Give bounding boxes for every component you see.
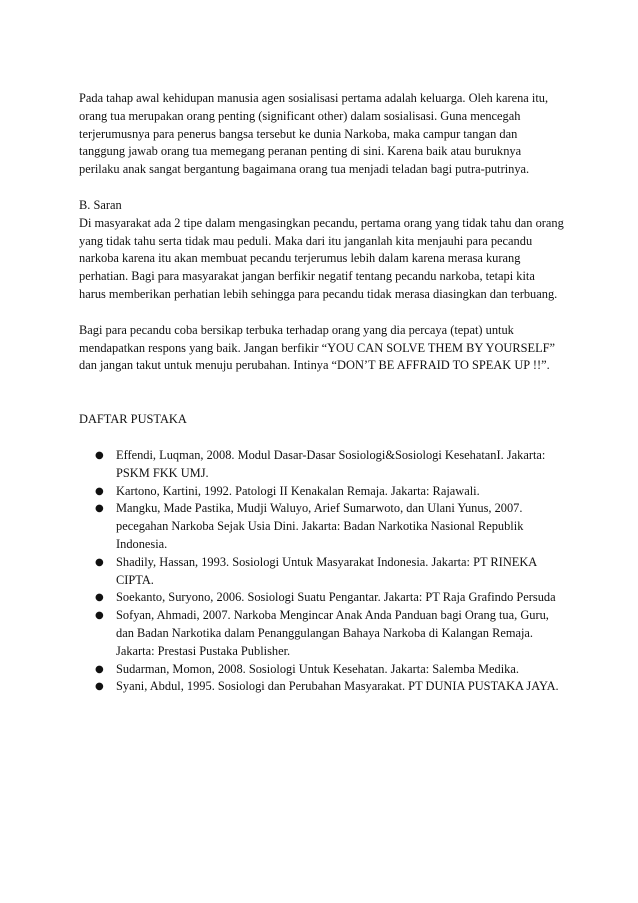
- reference-text: Shadily, Hassan, 1993. Sosiologi Untuk Masyarakat Indonesia. Jakarta: PT RINEKA CIPTA.: [116, 554, 537, 587]
- bullet-icon: ●: [95, 681, 104, 693]
- bullet-icon: ●: [95, 503, 104, 515]
- document-body: [79, 90, 564, 696]
- daftar-pustaka-heading: DAFTAR PUSTAKA: [79, 412, 187, 427]
- reference-text: Kartono, Kartini, 1992. Patologi II Kenakalan Remaja. Jakarta: Rajawali.: [116, 483, 480, 498]
- bullet-icon: ●: [95, 592, 104, 604]
- saran-heading: B. Saran: [79, 197, 122, 212]
- bullet-icon: ●: [95, 449, 104, 461]
- reference-text: Mangku, Made Pastika, Mudji Waluyo, Arief Sumarwoto, dan Ulani Yunus, 2007. pecegahan Narkoba Sejak Usia Dini. Jakarta: Badan Narkotika Nasional Republik Indonesia.: [116, 501, 524, 551]
- bullet-icon: ●: [95, 485, 104, 497]
- reference-item: [79, 483, 564, 501]
- saran-paragraph-1: Di masyarakat ada 2 tipe dalam mengasingkan pecandu, pertama orang yang tidak tahu dan orang yang tidak tahu serta tidak mau peduli. Maka dari itu janganlah kita menjauhi para pecandu narkoba karena itu akan membuat pecandu terjerumus lebih dalam karena merasa kurang perhatian. Bagi para masyarakat jangan berfikir negatif tentang pecandu narkoba, tetapi kita harus memberikan perhatian lebih sehingga para pecandu tidak merasa diasingkan dan terbuang.: [79, 215, 564, 301]
- bullet-icon: ●: [95, 556, 104, 568]
- reference-item: [79, 554, 564, 590]
- saran-paragraph-2: Bagi para pecandu coba bersikap terbuka terhadap orang yang dia percaya (tepat) untuk mendapatkan respons yang baik. Jangan berfikir “YOU CAN SOLVE THEM BY YOURSELF” dan jangan takut untuk menuju perubahan. Intinya “DON’T BE AFFRAID TO SPEAK UP !!”.: [79, 322, 556, 373]
- reference-text: Soekanto, Suryono, 2006. Sosiologi Suatu Pengantar. Jakarta: PT Raja Grafindo Persuda: [116, 590, 556, 605]
- reference-text: Syani, Abdul, 1995. Sosiologi dan Perubahan Masyarakat. PT DUNIA PUSTAKA JAYA.: [116, 679, 559, 694]
- reference-text: Effendi, Luqman, 2008. Modul Dasar-Dasar Sosiologi&Sosiologi KesehatanI. Jakarta: PSKM FKK UMJ.: [116, 447, 546, 480]
- reference-text: Sudarman, Momon, 2008. Sosiologi Untuk Kesehatan. Jakarta: Salemba Medika.: [116, 661, 519, 676]
- bullet-icon: ●: [95, 610, 104, 622]
- reference-item: [79, 678, 564, 696]
- reference-item: [79, 589, 564, 607]
- reference-item: [79, 607, 564, 660]
- reference-item: [79, 500, 564, 553]
- intro-paragraph: Pada tahap awal kehidupan manusia agen sosialisasi pertama adalah keluarga. Oleh karena itu, orang tua merupakan orang penting (significant other) dalam sosialisasi. Guna mencegah terjerumusnya para penerus bangsa tersebut ke dunia Narkoba, maka campur tangan dan tanggung jawab orang tua memegang peranan penting di sini. Karena baik atau buruknya perilaku anak sangat bergantung bagaimana orang tua menjadi teladan bagi putra-putrinya.: [79, 91, 549, 177]
- reference-item: [79, 447, 564, 483]
- reference-text: Sofyan, Ahmadi, 2007. Narkoba Mengincar Anak Anda Panduan bagi Orang tua, Guru, dan Badan Narkotika dalam Penanggulangan Bahaya Narkoba di Kalangan Remaja. Jakarta: Prestasi Pustaka Publisher.: [116, 608, 549, 658]
- bullet-icon: ●: [95, 663, 104, 675]
- reference-item: [79, 661, 564, 679]
- reference-list: [79, 447, 564, 696]
